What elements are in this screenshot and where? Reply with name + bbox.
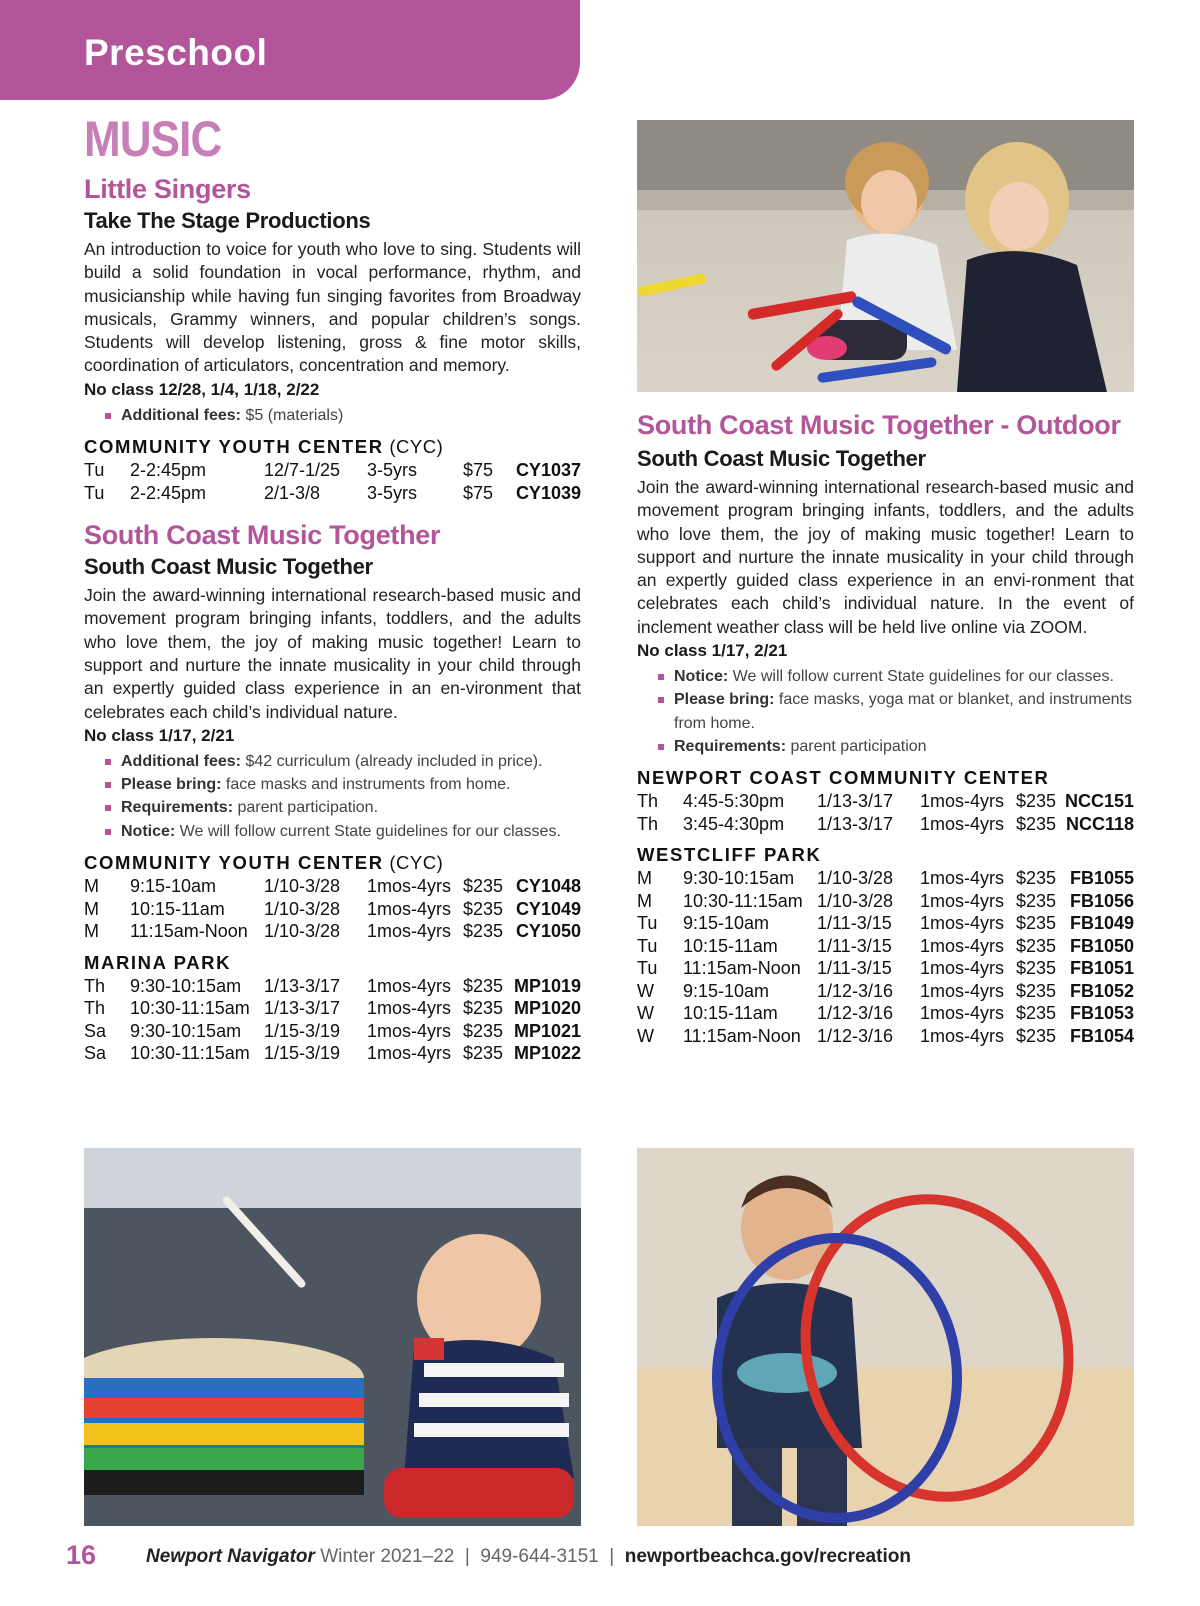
class-ages: 1mos-4yrs bbox=[367, 898, 452, 919]
course-code[interactable]: FB1056 bbox=[1069, 890, 1134, 911]
program-description: Join the award-winning international research-based music and movement program bringing infants, toddlers, and the adults who love them, the joy of making music together! Learn to support and nurture the innate musicality in your child through an expertly guided class experience in an envi-ronment that celebrates each child’s individual nature. In the event of inclement weather class will be held live online via ZOOM. bbox=[637, 477, 1134, 637]
program-provider: South Coast Music Together bbox=[84, 554, 373, 580]
footer-url-link[interactable]: newportbeachca.gov/recreation bbox=[624, 1546, 911, 1567]
course-code[interactable]: NCC118 bbox=[1065, 813, 1134, 834]
class-fee: $235 bbox=[1016, 958, 1057, 979]
course-code[interactable]: FB1055 bbox=[1069, 868, 1134, 889]
table-row bbox=[84, 875, 581, 898]
schedule-table bbox=[637, 867, 1134, 1047]
class-time: 9:15-10am bbox=[130, 876, 217, 897]
class-fee: $235 bbox=[463, 1043, 504, 1064]
publication-name: Newport Navigator bbox=[146, 1546, 315, 1567]
class-fee: $235 bbox=[1016, 813, 1057, 834]
location-heading bbox=[84, 951, 581, 975]
class-dates: 1/15-3/19 bbox=[264, 1020, 341, 1041]
footer-phone: 949-644-3151 bbox=[480, 1546, 599, 1567]
schedule-table bbox=[84, 975, 581, 1065]
class-ages: 1mos-4yrs bbox=[920, 868, 1005, 889]
note-text: We will follow current State guidelines for our classes. bbox=[175, 822, 561, 840]
class-day: Th bbox=[84, 998, 106, 1019]
class-day: Th bbox=[637, 813, 659, 834]
class-ages: 1mos-4yrs bbox=[920, 1025, 1005, 1046]
table-row bbox=[637, 980, 1134, 1003]
class-dates: 1/12-3/16 bbox=[817, 980, 894, 1001]
location-abbr: (CYC) bbox=[383, 852, 444, 874]
class-day: Tu bbox=[84, 482, 105, 503]
class-day: W bbox=[637, 980, 654, 1001]
class-day: M bbox=[84, 876, 99, 897]
table-row bbox=[637, 935, 1134, 958]
course-code[interactable]: FB1054 bbox=[1069, 1025, 1134, 1046]
class-ages: 1mos-4yrs bbox=[367, 975, 452, 996]
class-time: 2-2:45pm bbox=[130, 460, 207, 481]
note-text: face masks and instruments from home. bbox=[221, 776, 511, 794]
table-row bbox=[637, 1025, 1134, 1048]
location-abbr: (CYC) bbox=[383, 436, 444, 458]
note-label: Requirements: bbox=[121, 799, 234, 817]
photo-baby-playing-drum bbox=[84, 1148, 581, 1526]
class-day: M bbox=[84, 921, 99, 942]
class-time: 10:30-11:15am bbox=[130, 998, 250, 1019]
class-fee: $235 bbox=[463, 998, 504, 1019]
table-row bbox=[84, 482, 581, 505]
table-row bbox=[637, 957, 1134, 980]
class-ages: 1mos-4yrs bbox=[920, 935, 1005, 956]
class-fee: $235 bbox=[1016, 868, 1057, 889]
class-time: 11:15am-Noon bbox=[130, 921, 248, 942]
location-name: WESTCLIFF PARK bbox=[637, 844, 822, 866]
class-fee: $235 bbox=[1016, 935, 1057, 956]
course-code[interactable]: MP1022 bbox=[513, 1043, 581, 1064]
table-row bbox=[84, 997, 581, 1020]
note-label: Notice: bbox=[121, 822, 176, 840]
location-name: COMMUNITY YOUTH CENTER bbox=[84, 436, 384, 458]
class-fee: $235 bbox=[1016, 980, 1057, 1001]
class-time: 9:15-10am bbox=[683, 980, 770, 1001]
note-label: Additional fees: bbox=[121, 752, 242, 770]
class-dates: 2/1-3/8 bbox=[264, 482, 321, 503]
class-fee: $235 bbox=[463, 975, 504, 996]
class-dates: 1/12-3/16 bbox=[817, 1003, 894, 1024]
class-dates: 1/10-3/28 bbox=[264, 898, 341, 919]
class-time: 10:30-11:15am bbox=[130, 1043, 250, 1064]
footer-publication-line bbox=[146, 1546, 911, 1568]
class-time: 11:15am-Noon bbox=[683, 1025, 801, 1046]
course-code[interactable]: CY1037 bbox=[515, 460, 581, 481]
class-dates: 1/10-3/28 bbox=[264, 876, 341, 897]
location-name: COMMUNITY YOUTH CENTER bbox=[84, 852, 384, 874]
note-label: Requirements: bbox=[674, 737, 787, 755]
class-day: Tu bbox=[84, 460, 105, 481]
program-title: Little Singers bbox=[84, 174, 251, 204]
class-fee: $235 bbox=[463, 1020, 504, 1041]
program-notes bbox=[84, 750, 581, 843]
class-fee: $75 bbox=[463, 482, 494, 503]
publication-season: Winter 2021–22 bbox=[314, 1546, 455, 1567]
photo-toddler-with-hoops bbox=[637, 1148, 1134, 1526]
class-time: 3:45-4:30pm bbox=[683, 813, 785, 834]
note-item bbox=[84, 820, 581, 843]
class-time: 10:15-11am bbox=[683, 935, 778, 956]
class-ages: 1mos-4yrs bbox=[920, 813, 1005, 834]
course-code[interactable]: FB1051 bbox=[1069, 958, 1134, 979]
note-text: parent participation bbox=[786, 737, 927, 755]
class-ages: 1mos-4yrs bbox=[367, 1020, 452, 1041]
table-row bbox=[84, 898, 581, 921]
location-heading bbox=[84, 851, 581, 875]
location-heading bbox=[84, 435, 581, 459]
footer-separator: | bbox=[464, 1546, 470, 1567]
note-item bbox=[84, 773, 581, 796]
program-south-coast-music-together-outdoor bbox=[637, 408, 1134, 1047]
schedule-table bbox=[84, 459, 581, 504]
class-dates: 1/11-3/15 bbox=[817, 913, 892, 934]
schedule-table bbox=[84, 875, 581, 943]
program-little-singers bbox=[84, 172, 581, 504]
class-ages: 1mos-4yrs bbox=[920, 890, 1005, 911]
class-dates: 1/11-3/15 bbox=[817, 958, 892, 979]
page-number: 16 bbox=[66, 1540, 97, 1570]
class-dates: 1/15-3/19 bbox=[264, 1043, 341, 1064]
class-day: W bbox=[637, 1025, 654, 1046]
note-text: We will follow current State guidelines for our classes. bbox=[728, 668, 1114, 686]
table-row bbox=[637, 790, 1134, 813]
table-row bbox=[637, 912, 1134, 935]
class-dates: 1/13-3/17 bbox=[817, 813, 894, 834]
class-dates: 1/13-3/17 bbox=[817, 791, 894, 812]
class-day: Th bbox=[84, 975, 106, 996]
course-code[interactable]: MP1020 bbox=[513, 998, 581, 1019]
note-item bbox=[637, 665, 1134, 688]
class-day: Tu bbox=[637, 958, 658, 979]
class-day: Tu bbox=[637, 935, 658, 956]
section-header-tab bbox=[0, 0, 580, 100]
note-text: parent participation. bbox=[233, 799, 379, 817]
course-code[interactable]: CY1050 bbox=[515, 921, 581, 942]
class-dates: 1/10-3/28 bbox=[817, 868, 894, 889]
no-class-dates: No class 1/17, 2/21 bbox=[637, 641, 788, 661]
class-fee: $235 bbox=[1016, 791, 1057, 812]
class-ages: 1mos-4yrs bbox=[920, 791, 1005, 812]
class-fee: $235 bbox=[1016, 890, 1057, 911]
class-dates: 1/13-3/17 bbox=[264, 975, 341, 996]
left-column bbox=[84, 112, 581, 1065]
class-fee: $235 bbox=[1016, 1003, 1057, 1024]
class-ages: 1mos-4yrs bbox=[920, 958, 1005, 979]
class-time: 9:30-10:15am bbox=[130, 1020, 242, 1041]
program-provider: South Coast Music Together bbox=[637, 446, 926, 471]
class-dates: 1/11-3/15 bbox=[817, 935, 892, 956]
class-dates: 1/13-3/17 bbox=[264, 998, 341, 1019]
program-south-coast-music-together bbox=[84, 518, 581, 1064]
program-description: Join the award-winning international research-based music and movement program bringing infants, toddlers, and the adults who love them, the joy of making music together! Learn to support and nurture the innate musicality in your child through an expertly guided class experience in an en-vironment that celebrates each child’s individual nature. bbox=[84, 585, 581, 722]
table-row bbox=[84, 920, 581, 943]
program-description: An introduction to voice for youth who love to sing. Students will build a solid foundation in vocal performance, rhythm, and musicianship while having fun singing favorites from Broadway musicals, Grammy winners, and popular children’s songs. Students will develop listening, gross & fine motor skills, coordination of articulators, concentration and memory. bbox=[84, 239, 581, 376]
note-text: $42 curriculum (already included in price). bbox=[241, 752, 543, 770]
class-dates: 12/7-1/25 bbox=[264, 460, 341, 481]
table-row bbox=[84, 975, 581, 998]
course-code[interactable]: CY1049 bbox=[515, 898, 581, 919]
table-row bbox=[84, 1042, 581, 1065]
location-heading bbox=[637, 766, 1134, 790]
class-dates: 1/10-3/28 bbox=[817, 890, 894, 911]
program-notes bbox=[84, 404, 581, 427]
class-ages: 1mos-4yrs bbox=[367, 876, 452, 897]
section-title: MUSIC bbox=[84, 111, 222, 167]
program-title: South Coast Music Together bbox=[84, 520, 441, 551]
note-item bbox=[637, 735, 1134, 758]
program-title: South Coast Music Together - Outdoor bbox=[637, 410, 1121, 440]
class-time: 9:15-10am bbox=[683, 913, 770, 934]
class-day: Th bbox=[637, 791, 659, 812]
class-fee: $235 bbox=[1016, 913, 1057, 934]
class-day: M bbox=[84, 898, 99, 919]
class-ages: 1mos-4yrs bbox=[920, 913, 1005, 934]
table-row bbox=[637, 890, 1134, 913]
class-day: Sa bbox=[84, 1043, 107, 1064]
course-code[interactable]: MP1021 bbox=[513, 1020, 581, 1041]
class-time: 9:30-10:15am bbox=[683, 868, 795, 889]
note-item bbox=[84, 750, 581, 773]
class-fee: $235 bbox=[463, 876, 504, 897]
table-row bbox=[84, 1020, 581, 1043]
course-code[interactable]: FB1049 bbox=[1069, 913, 1134, 934]
class-time: 10:15-11am bbox=[130, 898, 225, 919]
class-day: M bbox=[637, 868, 652, 889]
class-dates: 1/12-3/16 bbox=[817, 1025, 894, 1046]
schedule-locations bbox=[84, 435, 581, 504]
class-time: 2-2:45pm bbox=[130, 482, 207, 503]
class-ages: 1mos-4yrs bbox=[367, 998, 452, 1019]
class-ages: 1mos-4yrs bbox=[367, 1043, 452, 1064]
schedule-table bbox=[637, 790, 1134, 835]
class-ages: 1mos-4yrs bbox=[920, 1003, 1005, 1024]
class-ages: 1mos-4yrs bbox=[367, 921, 452, 942]
class-time: 10:30-11:15am bbox=[683, 890, 803, 911]
note-label: Please bring: bbox=[674, 691, 775, 709]
class-ages: 3-5yrs bbox=[367, 460, 418, 481]
no-class-dates: No class 12/28, 1/4, 1/18, 2/22 bbox=[84, 379, 320, 399]
class-fee: $235 bbox=[463, 921, 504, 942]
class-day: M bbox=[637, 890, 652, 911]
course-code[interactable]: NCC151 bbox=[1064, 791, 1134, 812]
program-provider: Take The Stage Productions bbox=[84, 208, 371, 233]
table-row bbox=[637, 867, 1134, 890]
note-label: Additional fees: bbox=[121, 406, 242, 424]
page-footer bbox=[66, 1542, 1166, 1576]
class-ages: 3-5yrs bbox=[367, 482, 418, 503]
class-fee: $75 bbox=[463, 460, 494, 481]
class-fee: $235 bbox=[1016, 1025, 1057, 1046]
schedule-locations bbox=[637, 766, 1134, 1047]
location-heading bbox=[637, 843, 1134, 867]
class-fee: $235 bbox=[463, 898, 504, 919]
course-code[interactable]: CY1048 bbox=[515, 876, 581, 897]
note-item bbox=[84, 796, 581, 819]
course-code[interactable]: FB1052 bbox=[1069, 980, 1134, 1001]
class-ages: 1mos-4yrs bbox=[920, 980, 1005, 1001]
class-time: 4:45-5:30pm bbox=[683, 791, 785, 812]
table-row bbox=[637, 1002, 1134, 1025]
class-dates: 1/10-3/28 bbox=[264, 921, 341, 942]
program-notes bbox=[637, 665, 1134, 758]
course-code[interactable]: MP1019 bbox=[513, 975, 581, 996]
note-item bbox=[84, 404, 581, 427]
class-day: Sa bbox=[84, 1020, 107, 1041]
course-code[interactable]: FB1053 bbox=[1069, 1003, 1134, 1024]
location-name: MARINA PARK bbox=[84, 951, 232, 973]
course-code[interactable]: FB1050 bbox=[1069, 935, 1134, 956]
class-day: Tu bbox=[637, 913, 658, 934]
right-column bbox=[637, 408, 1134, 1047]
note-text: $5 (materials) bbox=[241, 406, 344, 424]
note-text: face masks, yoga mat or blanket, and instruments from home. bbox=[674, 691, 1132, 732]
schedule-locations bbox=[84, 851, 581, 1065]
location-name: NEWPORT COAST COMMUNITY CENTER bbox=[637, 767, 1050, 789]
photo-girls-with-rhythm-sticks bbox=[637, 120, 1134, 392]
class-time: 10:15-11am bbox=[683, 1003, 778, 1024]
note-label: Notice: bbox=[674, 668, 729, 686]
class-time: 11:15am-Noon bbox=[683, 958, 801, 979]
table-row bbox=[637, 813, 1134, 836]
class-time: 9:30-10:15am bbox=[130, 975, 242, 996]
section-header-label: Preschool bbox=[84, 32, 268, 73]
class-day: W bbox=[637, 1003, 654, 1024]
table-row bbox=[84, 459, 581, 482]
footer-separator: | bbox=[609, 1546, 615, 1567]
course-code[interactable]: CY1039 bbox=[515, 482, 581, 503]
note-label: Please bring: bbox=[121, 776, 222, 794]
note-item bbox=[637, 688, 1134, 735]
no-class-dates: No class 1/17, 2/21 bbox=[84, 725, 235, 745]
